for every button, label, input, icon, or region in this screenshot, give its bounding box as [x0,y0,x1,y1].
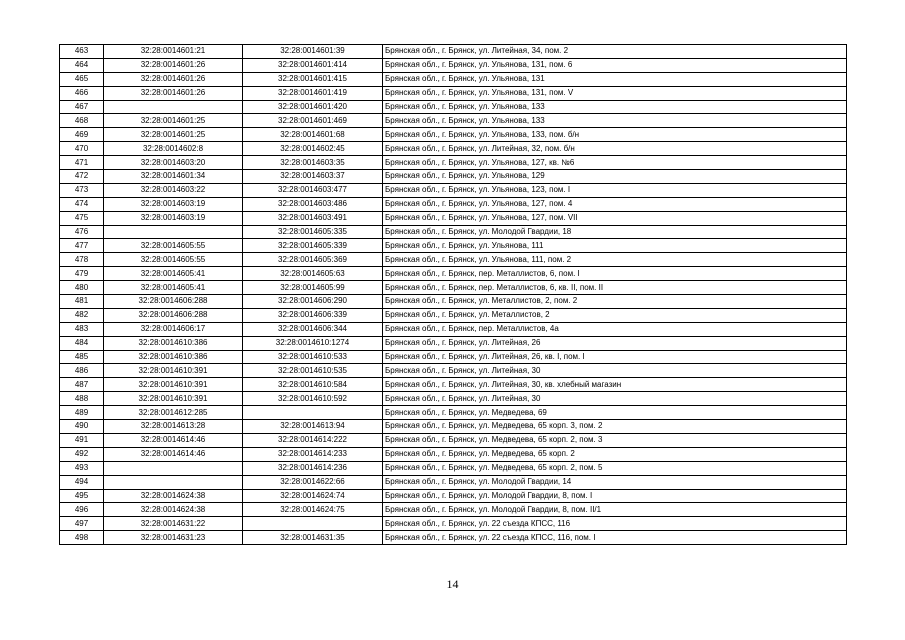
parcel-number-cell: 32:28:0014610:391 [104,392,243,406]
address-cell: Брянская обл., г. Брянск, ул. Медведева, 65 корп. 3, пом. 2 [383,420,847,434]
address-cell: Брянская обл., г. Брянск, ул. Медведева, 65 корп. 2, пом. 3 [383,433,847,447]
table-row [60,142,847,156]
object-number-cell: 32:28:0014605:63 [243,267,383,281]
object-number-cell: 32:28:0014601:469 [243,114,383,128]
object-number-cell: 32:28:0014605:335 [243,225,383,239]
table-row [60,503,847,517]
parcel-number-cell [104,225,243,239]
object-number-cell: 32:28:0014610:535 [243,364,383,378]
address-cell: Брянская обл., г. Брянск, ул. Молодой Гвардии, 18 [383,225,847,239]
row-number-cell: 475 [60,211,104,225]
parcel-number-cell: 32:28:0014606:17 [104,322,243,336]
object-number-cell: 32:28:0014610:584 [243,378,383,392]
row-number-cell: 472 [60,170,104,184]
row-number-cell: 470 [60,142,104,156]
row-number-cell: 464 [60,58,104,72]
row-number-cell: 473 [60,183,104,197]
address-cell: Брянская обл., г. Брянск, ул. Ульянова, 133 [383,114,847,128]
parcel-number-cell: 32:28:0014606:288 [104,295,243,309]
object-number-cell: 32:28:0014602:45 [243,142,383,156]
object-number-cell: 32:28:0014606:344 [243,322,383,336]
parcel-number-cell: 32:28:0014606:288 [104,308,243,322]
address-cell: Брянская обл., г. Брянск, ул. Ульянова, 129 [383,170,847,184]
row-number-cell: 485 [60,350,104,364]
row-number-cell: 494 [60,475,104,489]
object-number-cell: 32:28:0014613:94 [243,420,383,434]
table-row [60,461,847,475]
address-cell: Брянская обл., г. Брянск, пер. Металлистов, 4а [383,322,847,336]
address-cell: Брянская обл., г. Брянск, ул. Ульянова, 131 [383,72,847,86]
row-number-cell: 468 [60,114,104,128]
address-cell: Брянская обл., г. Брянск, ул. 22 съезда КПСС, 116, пом. I [383,531,847,545]
object-number-cell: 32:28:0014603:37 [243,170,383,184]
table-row [60,295,847,309]
parcel-number-cell: 32:28:0014631:22 [104,517,243,531]
parcel-number-cell: 32:28:0014624:38 [104,503,243,517]
object-number-cell: 32:28:0014605:99 [243,281,383,295]
row-number-cell: 465 [60,72,104,86]
table-row [60,420,847,434]
row-number-cell: 482 [60,308,104,322]
row-number-cell: 490 [60,420,104,434]
table-row [60,336,847,350]
table-row [60,392,847,406]
object-number-cell: 32:28:0014610:592 [243,392,383,406]
table-row [60,170,847,184]
object-number-cell: 32:28:0014606:290 [243,295,383,309]
address-cell: Брянская обл., г. Брянск, ул. Ульянова, 111, пом. 2 [383,253,847,267]
parcel-number-cell: 32:28:0014601:26 [104,72,243,86]
table-row [60,72,847,86]
table-row [60,517,847,531]
parcel-number-cell: 32:28:0014605:55 [104,253,243,267]
object-number-cell: 32:28:0014601:414 [243,58,383,72]
address-cell: Брянская обл., г. Брянск, ул. Ульянова, 131, пом. 6 [383,58,847,72]
row-number-cell: 469 [60,128,104,142]
table-row [60,378,847,392]
address-cell: Брянская обл., г. Брянск, ул. Ульянова, 131, пом. V [383,86,847,100]
object-number-cell: 32:28:0014605:369 [243,253,383,267]
object-number-cell: 32:28:0014631:35 [243,531,383,545]
row-number-cell: 476 [60,225,104,239]
object-number-cell: 32:28:0014624:74 [243,489,383,503]
table-row [60,225,847,239]
parcel-number-cell: 32:28:0014624:38 [104,489,243,503]
row-number-cell: 492 [60,447,104,461]
row-number-cell: 486 [60,364,104,378]
address-cell: Брянская обл., г. Брянск, ул. Литейная, 30 [383,364,847,378]
table-row [60,281,847,295]
address-cell: Брянская обл., г. Брянск, ул. Литейная, 26, кв. I, пом. I [383,350,847,364]
row-number-cell: 488 [60,392,104,406]
address-cell: Брянская обл., г. Брянск, ул. Металлистов, 2 [383,308,847,322]
row-number-cell: 471 [60,156,104,170]
parcel-number-cell: 32:28:0014610:386 [104,350,243,364]
table-row [60,364,847,378]
table-row [60,531,847,545]
parcel-number-cell: 32:28:0014610:391 [104,378,243,392]
object-number-cell: 32:28:0014601:39 [243,45,383,59]
page-number: 14 [446,577,459,591]
address-cell: Брянская обл., г. Брянск, ул. Ульянова, 127, кв. №6 [383,156,847,170]
table-row [60,183,847,197]
object-number-cell: 32:28:0014622:66 [243,475,383,489]
object-number-cell [243,517,383,531]
row-number-cell: 496 [60,503,104,517]
table-row [60,475,847,489]
table-row [60,128,847,142]
object-number-cell: 32:28:0014603:486 [243,197,383,211]
cadastral-table [59,44,847,545]
object-number-cell: 32:28:0014603:35 [243,156,383,170]
row-number-cell: 463 [60,45,104,59]
table-row [60,308,847,322]
address-cell: Брянская обл., г. Брянск, ул. Ульянова, 127, пом. VII [383,211,847,225]
parcel-number-cell: 32:28:0014610:391 [104,364,243,378]
table-row [60,489,847,503]
address-cell: Брянская обл., г. Брянск, ул. Литейная, 32, пом. б/н [383,142,847,156]
address-cell: Брянская обл., г. Брянск, ул. Ульянова, 123, пом. I [383,183,847,197]
parcel-number-cell: 32:28:0014605:41 [104,281,243,295]
address-cell: Брянская обл., г. Брянск, ул. Ульянова, 133, пом. б/н [383,128,847,142]
address-cell: Брянская обл., г. Брянск, ул. Молодой Гвардии, 8, пом. I [383,489,847,503]
table-row [60,100,847,114]
address-cell: Брянская обл., г. Брянск, ул. Литейная, 30, кв. хлебный магазин [383,378,847,392]
object-number-cell: 32:28:0014603:491 [243,211,383,225]
parcel-number-cell: 32:28:0014603:22 [104,183,243,197]
object-number-cell: 32:28:0014603:477 [243,183,383,197]
row-number-cell: 480 [60,281,104,295]
parcel-number-cell: 32:28:0014614:46 [104,433,243,447]
parcel-number-cell: 32:28:0014601:25 [104,114,243,128]
row-number-cell: 479 [60,267,104,281]
address-cell: Брянская обл., г. Брянск, ул. Ульянова, 111 [383,239,847,253]
object-number-cell: 32:28:0014614:222 [243,433,383,447]
table-row [60,322,847,336]
row-number-cell: 497 [60,517,104,531]
table-row [60,58,847,72]
parcel-number-cell: 32:28:0014603:19 [104,197,243,211]
row-number-cell: 493 [60,461,104,475]
table-row [60,239,847,253]
parcel-number-cell: 32:28:0014601:34 [104,170,243,184]
row-number-cell: 487 [60,378,104,392]
address-cell: Брянская обл., г. Брянск, ул. Металлистов, 2, пом. 2 [383,295,847,309]
parcel-number-cell: 32:28:0014612:285 [104,406,243,420]
address-cell: Брянская обл., г. Брянск, ул. Ульянова, 133 [383,100,847,114]
table-row [60,197,847,211]
address-cell: Брянская обл., г. Брянск, пер. Металлистов, 6, пом. I [383,267,847,281]
parcel-number-cell [104,475,243,489]
object-number-cell: 32:28:0014624:75 [243,503,383,517]
object-number-cell: 32:28:0014601:68 [243,128,383,142]
object-number-cell: 32:28:0014614:233 [243,447,383,461]
table-row [60,45,847,59]
address-cell: Брянская обл., г. Брянск, ул. Медведева, 65 корп. 2, пом. 5 [383,461,847,475]
address-cell: Брянская обл., г. Брянск, ул. Литейная, 26 [383,336,847,350]
row-number-cell: 467 [60,100,104,114]
row-number-cell: 495 [60,489,104,503]
row-number-cell: 481 [60,295,104,309]
row-number-cell: 474 [60,197,104,211]
parcel-number-cell: 32:28:0014603:20 [104,156,243,170]
object-number-cell: 32:28:0014610:533 [243,350,383,364]
address-cell: Брянская обл., г. Брянск, ул. Молодой Гвардии, 8, пом. II/1 [383,503,847,517]
address-cell: Брянская обл., г. Брянск, пер. Металлистов, 6, кв. II, пом. II [383,281,847,295]
parcel-number-cell: 32:28:0014613:28 [104,420,243,434]
object-number-cell: 32:28:0014610:1274 [243,336,383,350]
object-number-cell: 32:28:0014601:419 [243,86,383,100]
object-number-cell: 32:28:0014605:339 [243,239,383,253]
row-number-cell: 491 [60,433,104,447]
row-number-cell: 498 [60,531,104,545]
parcel-number-cell: 32:28:0014631:23 [104,531,243,545]
address-cell: Брянская обл., г. Брянск, ул. Молодой Гвардии, 14 [383,475,847,489]
row-number-cell: 484 [60,336,104,350]
table-row [60,447,847,461]
table-row [60,253,847,267]
row-number-cell: 483 [60,322,104,336]
object-number-cell: 32:28:0014601:415 [243,72,383,86]
address-cell: Брянская обл., г. Брянск, ул. Ульянова, 127, пом. 4 [383,197,847,211]
address-cell: Брянская обл., г. Брянск, ул. Литейная, 30 [383,392,847,406]
address-cell: Брянская обл., г. Брянск, ул. Литейная, 34, пом. 2 [383,45,847,59]
row-number-cell: 477 [60,239,104,253]
row-number-cell: 478 [60,253,104,267]
table-row [60,350,847,364]
parcel-number-cell: 32:28:0014605:41 [104,267,243,281]
row-number-cell: 489 [60,406,104,420]
parcel-number-cell: 32:28:0014601:26 [104,86,243,100]
object-number-cell: 32:28:0014606:339 [243,308,383,322]
parcel-number-cell: 32:28:0014601:21 [104,45,243,59]
address-cell: Брянская обл., г. Брянск, ул. 22 съезда КПСС, 116 [383,517,847,531]
table-body [60,45,847,545]
parcel-number-cell: 32:28:0014610:386 [104,336,243,350]
object-number-cell [243,406,383,420]
row-number-cell: 466 [60,86,104,100]
table-row [60,433,847,447]
parcel-number-cell: 32:28:0014614:46 [104,447,243,461]
parcel-number-cell [104,461,243,475]
table-row [60,114,847,128]
parcel-number-cell: 32:28:0014601:25 [104,128,243,142]
address-cell: Брянская обл., г. Брянск, ул. Медведева, 65 корп. 2 [383,447,847,461]
address-cell: Брянская обл., г. Брянск, ул. Медведева, 69 [383,406,847,420]
parcel-number-cell: 32:28:0014603:19 [104,211,243,225]
parcel-number-cell: 32:28:0014605:55 [104,239,243,253]
table-row [60,406,847,420]
object-number-cell: 32:28:0014601:420 [243,100,383,114]
parcel-number-cell: 32:28:0014601:26 [104,58,243,72]
table-row [60,86,847,100]
parcel-number-cell: 32:28:0014602:8 [104,142,243,156]
table-row [60,156,847,170]
object-number-cell: 32:28:0014614:236 [243,461,383,475]
table-row [60,267,847,281]
parcel-number-cell [104,100,243,114]
table-row [60,211,847,225]
